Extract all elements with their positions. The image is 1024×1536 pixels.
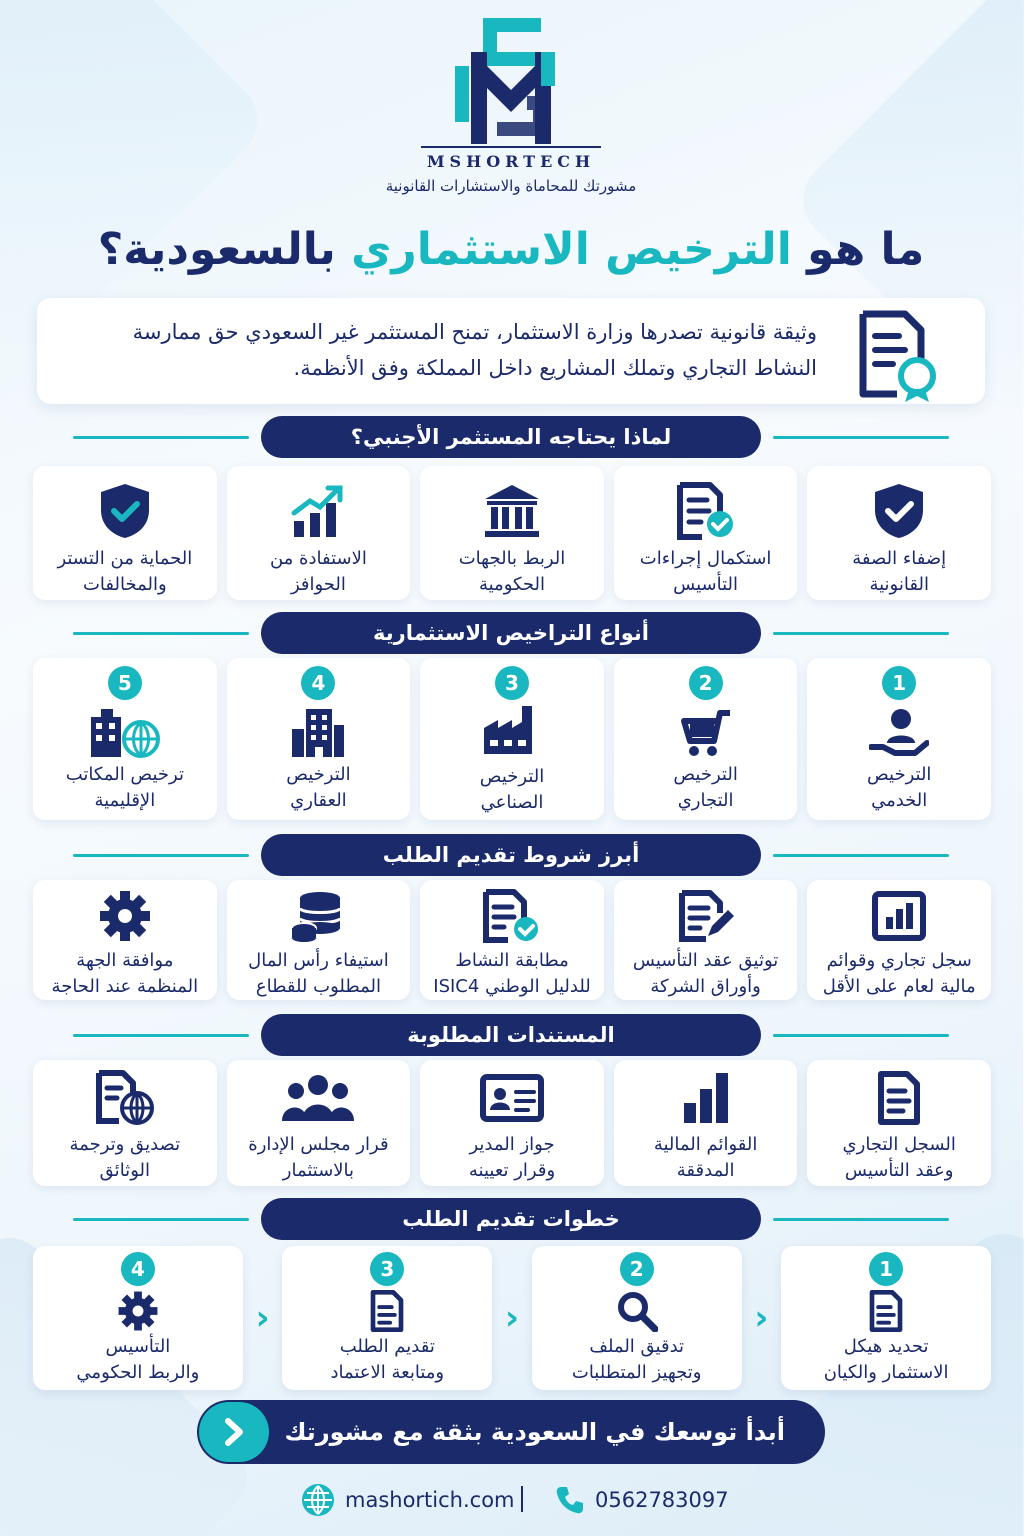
heading-line [74,436,250,439]
chevron-left-icon: ‹ [256,1298,271,1338]
footer-divider [522,1486,524,1512]
step-card [782,1246,992,1390]
document-check-icon [483,889,543,943]
heading-line [774,854,950,857]
footer [0,1480,1024,1520]
heading-line [74,1218,250,1221]
section-heading-types [0,612,1024,654]
bar-chart-icon [683,1071,731,1125]
chevron-left-icon: ‹ [505,1298,520,1338]
title-accent: الترخيص الاستثماري [352,224,793,275]
section-title: خطوات تقديم الطلب [262,1198,762,1240]
why-label: الحماية من التستر والمخالفات [58,548,194,595]
globe-icon [302,1483,336,1517]
document-icon [869,1290,905,1332]
coins-stack-icon [291,890,347,942]
heading-line [774,436,950,439]
title-prefix: ما هو [808,224,926,275]
type-number: 3 [496,666,530,700]
section-heading-steps [0,1198,1024,1240]
heading-line [74,632,250,635]
step-number: 3 [371,1252,405,1286]
brand-header [0,12,1024,195]
document-label: القوائم المالية المدققة [654,1134,759,1181]
steps-row [34,1246,992,1390]
section-title: المستندات المطلوبة [262,1014,762,1056]
document-check-icon [677,482,737,540]
certificate-icon [858,310,942,402]
why-card [421,466,605,600]
document-label: جواز المدير وقرار تعيينه [469,1134,557,1181]
cta-button[interactable] [200,1402,270,1462]
documents-cards [34,1060,992,1186]
why-label: الاستفادة من الحوافز [270,548,368,595]
brand-divider [422,146,602,148]
heading-line [774,1034,950,1037]
type-card [421,658,605,820]
government-building-icon [484,483,542,539]
document-card [34,1060,218,1186]
step-number: 4 [122,1252,156,1286]
type-number: 5 [109,666,143,700]
section-heading-documents [0,1014,1024,1056]
section-title: أنواع التراخيص الاستثمارية [262,612,762,654]
step-number: 1 [870,1252,904,1286]
office-globe-icon [90,707,162,759]
why-card [808,466,992,600]
step-label: تقديم الطلب ومتابعة الاعتماد [331,1336,446,1383]
intro-card [38,298,986,404]
document-label: قرار مجلس الإدارة بالاستثمار [249,1134,390,1181]
factory-icon [483,702,543,756]
document-card [615,1060,799,1186]
shopping-cart-icon [677,707,737,759]
type-card [615,658,799,820]
why-cards [34,466,992,600]
title-suffix: بالسعودية؟ [98,224,337,275]
condition-card [228,880,412,1000]
type-label: الترخيص العقاري [287,764,352,811]
type-number: 4 [302,666,336,700]
document-globe-icon [96,1070,156,1126]
step-card [34,1246,244,1390]
condition-label: سجل تجاري وقوائم مالية لعام على الأقل [823,950,977,997]
gear-icon [99,889,153,943]
section-heading-why [0,416,1024,458]
id-card-icon [481,1074,545,1122]
page-title [0,224,1024,275]
step-card [283,1246,493,1390]
section-title: أبرز شروط تقديم الطلب [262,834,762,876]
condition-label: استيفاء رأس المال المطلوب للقطاع [249,950,390,997]
heading-line [74,854,250,857]
buildings-icon [289,707,349,759]
conditions-cards [34,880,992,1000]
phone-icon [556,1485,586,1515]
condition-card [34,880,218,1000]
website-link[interactable] [302,1480,516,1520]
type-card [34,658,218,820]
cta-text: أبدأ توسعك في السعودية بثقة مع مشورتك [285,1418,786,1446]
type-card [808,658,992,820]
chevron-left-icon: ‹ [755,1298,770,1338]
types-cards [34,658,992,820]
growth-chart-icon [291,483,347,539]
step-number: 2 [621,1252,655,1286]
type-label: ترخيص المكاتب الإقليمية [66,764,185,811]
chevron-right-icon [223,1417,247,1447]
financial-chart-icon [873,891,927,941]
document-card [808,1060,992,1186]
why-label: إضفاء الصفة القانونية [853,548,948,595]
document-card [228,1060,412,1186]
brand-name: MSHORTECH [427,152,597,171]
why-label: الربط بالجهات الحكومية [459,548,567,595]
gear-icon [118,1290,160,1332]
condition-label: موافقة الجهة المنظمة عند الحاجة [52,950,200,997]
document-icon [370,1290,406,1332]
type-label: الترخيص التجاري [674,764,739,811]
why-card [34,466,218,600]
type-number: 1 [883,666,917,700]
condition-label: توثيق عقد التأسيس وأوراق الشركة [633,950,780,997]
section-title: لماذا يحتاجه المستثمر الأجنبي؟ [262,416,762,458]
heading-line [774,1218,950,1221]
document-label: تصديق وترجمة الوثائق [70,1134,182,1181]
magnifier-icon [617,1290,659,1332]
shield-check-icon [874,482,926,540]
why-card [615,466,799,600]
service-hand-icon [870,707,930,759]
why-label: استكمال إجراءات التأسيس [640,548,773,595]
step-label: تدقيق الملف وتجهيز المتطلبات [572,1336,703,1383]
document-pen-icon [679,890,735,942]
condition-label: مطابقة النشاط للدليل الوطني ISIC4 [434,950,592,997]
intro-text: وثيقة قانونية تصدرها وزارة الاستثمار، تمنح المستثمر غير السعودي حق ممارسة النشاط التجاري وتملك المشاريع داخل المملكة وفق الأنظمة. [133,320,818,380]
step-card [533,1246,743,1390]
brand-tagline: مشورتك للمحاماة والاستشارات القانونية [386,177,638,195]
type-label: الترخيص الصناعي [480,766,546,813]
condition-card [615,880,799,1000]
section-heading-conditions [0,834,1024,876]
step-label: التأسيس والربط الحكومي [77,1336,201,1383]
website-text: mashortich.com [346,1488,516,1512]
type-number: 2 [690,666,724,700]
heading-line [774,632,950,635]
type-label: الترخيص الخدمي [867,764,933,811]
document-icon [878,1071,922,1125]
document-card [421,1060,605,1186]
shield-check-icon [100,482,152,540]
why-card [228,466,412,600]
brand-logo-icon [432,12,592,144]
cta-banner[interactable] [198,1400,826,1464]
phone-link[interactable] [556,1480,730,1520]
phone-text: 0562783097 [596,1488,730,1512]
step-label: تحديد هيكل الاستثمار والكيان [824,1336,950,1383]
condition-card [808,880,992,1000]
people-group-icon [283,1073,355,1123]
condition-card [421,880,605,1000]
document-label: السجل التجاري وعقد التأسيس [843,1134,957,1181]
heading-line [74,1034,250,1037]
type-card [228,658,412,820]
